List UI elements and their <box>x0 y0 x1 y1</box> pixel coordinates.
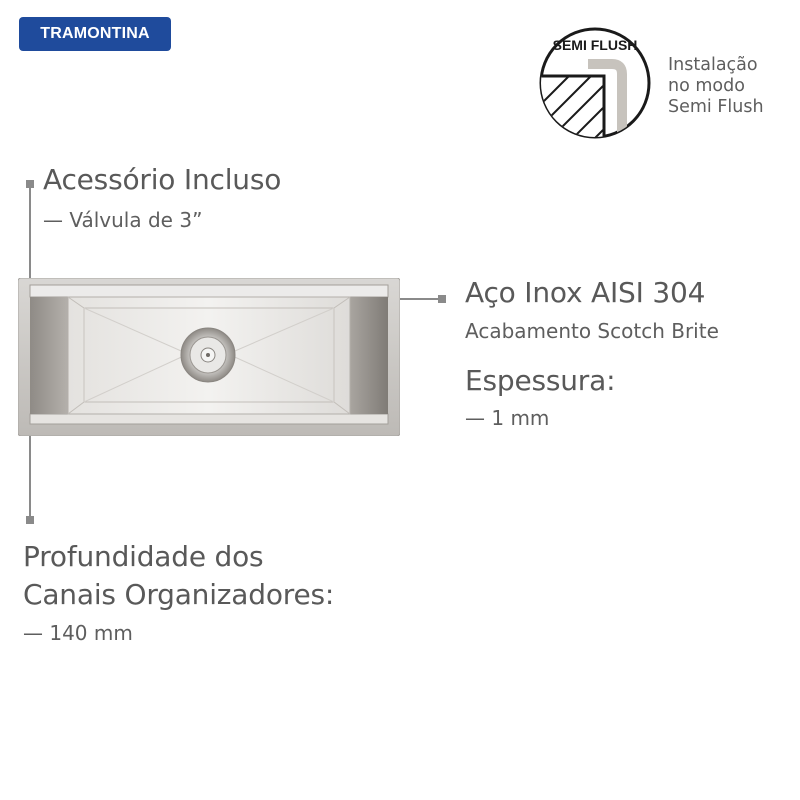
depth-title-line-1: Profundidade dos <box>23 540 264 573</box>
sink-image <box>18 278 400 436</box>
installation-line-1: Instalação <box>668 55 758 75</box>
accessory-title: Acessório Incluso <box>43 163 282 196</box>
installation-description <box>668 55 793 118</box>
depth-callout-dot <box>26 516 34 524</box>
thickness-value: — 1 mm <box>465 406 550 430</box>
material-callout-line <box>398 298 440 300</box>
material-callout-dot <box>438 295 446 303</box>
installation-line-2: no modo <box>668 76 745 96</box>
brand-logo <box>19 17 171 51</box>
material-finish: Acabamento Scotch Brite <box>465 319 719 343</box>
installation-line-3: Semi Flush <box>668 97 764 117</box>
depth-title-line-2: Canais Organizadores: <box>23 578 335 611</box>
semi-flush-badge-icon <box>538 26 652 140</box>
drain-valve-icon <box>181 328 235 382</box>
accessory-detail: — Válvula de 3” <box>43 208 203 232</box>
depth-callout-line <box>29 428 31 518</box>
depth-value: — 140 mm <box>23 621 133 645</box>
material-title: Aço Inox AISI 304 <box>465 276 706 309</box>
thickness-title: Espessura: <box>465 364 616 397</box>
accessory-callout-line <box>29 184 31 280</box>
semi-flush-badge-label: SEMI FLUSH <box>552 37 638 53</box>
brand-logo-text: TRAMONTINA <box>40 25 150 42</box>
